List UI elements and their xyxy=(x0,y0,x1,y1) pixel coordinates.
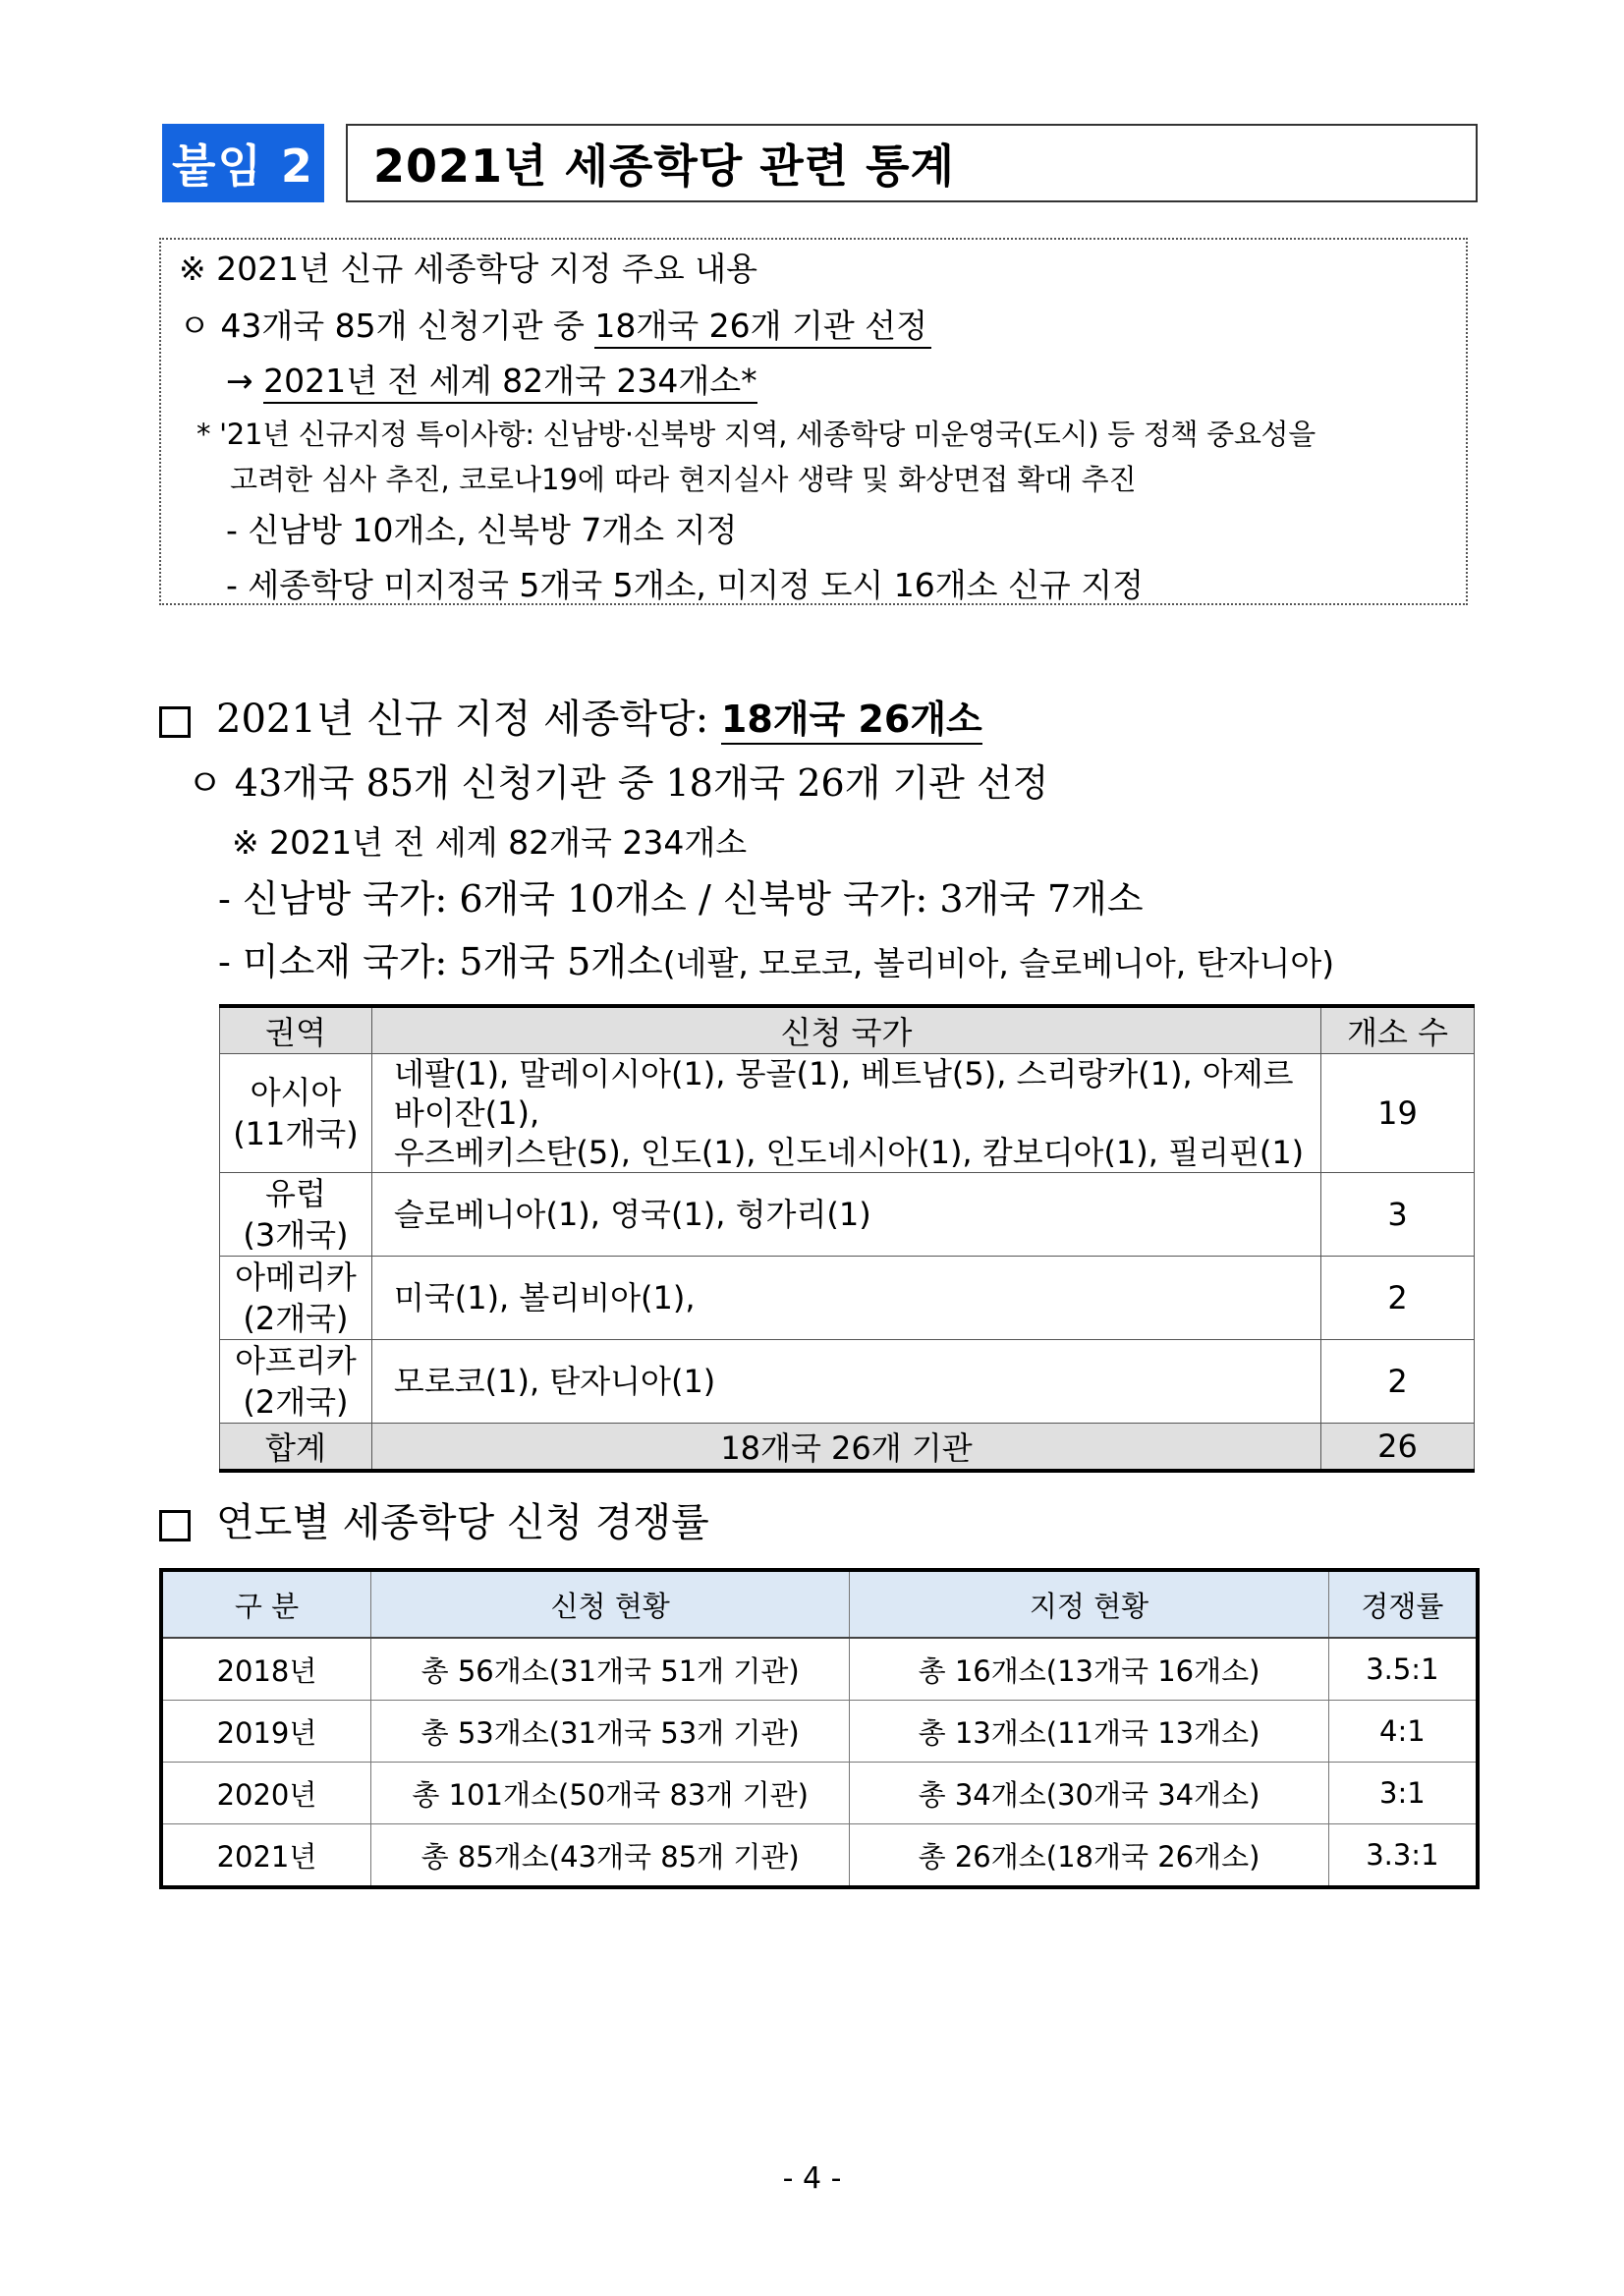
table-header-cell: 신청 국가 xyxy=(371,1006,1320,1054)
page-number: - 4 - xyxy=(782,2161,842,2196)
countries-cell: 모로코(1), 탄자니아(1) xyxy=(371,1340,1320,1424)
year-cell: 2021년 xyxy=(161,1824,370,1888)
table-header-cell: 경쟁률 xyxy=(1328,1570,1478,1638)
region-name: 유럽 xyxy=(265,1175,326,1212)
summary-note-2: 고려한 심사 추진, 코로나19에 따라 현지실사 생략 및 화상면접 확대 추진 xyxy=(230,463,1137,496)
year-cell: 2019년 xyxy=(161,1701,370,1763)
year-cell: 2020년 xyxy=(161,1763,370,1824)
table-row xyxy=(220,1054,1475,1173)
summary-bullet-1 xyxy=(179,301,931,347)
designation-table xyxy=(219,1004,1475,1473)
section1-note: ※ 2021년 전 세계 82개국 234개소 xyxy=(232,823,748,862)
designate-cell: 총 34개소(30개국 34개소) xyxy=(850,1763,1328,1824)
arrow-icon: → xyxy=(226,362,264,400)
summary-bullet-1-prefix: ㅇ 43개국 85개 신청기관 중 xyxy=(179,307,595,345)
summary-dash-2: - 세종학당 미지정국 5개국 5개소, 미지정 도시 16개소 신규 지정 xyxy=(226,566,1144,604)
ratio-cell: 3.5:1 xyxy=(1328,1638,1478,1701)
total-desc: 18개국 26개 기관 xyxy=(371,1424,1320,1472)
table-row xyxy=(220,1340,1475,1424)
table-header-row xyxy=(161,1570,1478,1638)
summary-box xyxy=(159,238,1468,605)
competition-rate-table xyxy=(159,1568,1480,1889)
countries-cell: 미국(1), 볼리비아(1), xyxy=(371,1257,1320,1340)
section1-dash-1: - 신남방 국가: 6개국 10개소 / 신북방 국가: 3개국 7개소 xyxy=(218,877,1144,921)
table-total-row xyxy=(220,1424,1475,1472)
section1-heading-text: 2021년 신규 지정 세종학당: xyxy=(216,697,721,742)
page-title: 2021년 세종학당 관련 통계 xyxy=(346,124,1478,202)
apply-cell: 총 53개소(31개국 53개 기관) xyxy=(370,1701,849,1763)
summary-result-underline: 2021년 전 세계 82개국 234개소* xyxy=(263,362,756,404)
table-row xyxy=(220,1173,1475,1257)
count-cell: 3 xyxy=(1321,1173,1475,1257)
total-label: 합계 xyxy=(220,1424,372,1472)
countries-line: 우즈베키스탄(5), 인도(1), 인도네시아(1), 캄보디아(1), 필리핀(1) xyxy=(393,1134,1305,1171)
ratio-cell: 3.3:1 xyxy=(1328,1824,1478,1888)
table-row xyxy=(161,1824,1478,1888)
table-row xyxy=(220,1257,1475,1340)
count-cell: 2 xyxy=(1321,1340,1475,1424)
designate-cell: 총 13개소(11개국 13개소) xyxy=(850,1701,1328,1763)
table-header-cell: 지정 현황 xyxy=(850,1570,1328,1638)
table-row xyxy=(161,1763,1478,1824)
count-cell: 2 xyxy=(1321,1257,1475,1340)
designate-cell: 총 16개소(13개국 16개소) xyxy=(850,1638,1328,1701)
section1-bullet: ㅇ 43개국 85개 신청기관 중 18개국 26개 기관 선정 xyxy=(187,761,1049,805)
summary-note-1: * '21년 신규지정 특이사항: 신남방·신북방 지역, 세종학당 미운영국(도시) 등 정책 중요성을 xyxy=(196,418,1316,451)
apply-cell: 총 85개소(43개국 85개 기관) xyxy=(370,1824,849,1888)
table-row xyxy=(161,1701,1478,1763)
table-header-cell: 권역 xyxy=(220,1006,372,1054)
table-header-cell: 구 분 xyxy=(161,1570,370,1638)
section1-heading xyxy=(159,688,982,744)
table-header-cell: 개소 수 xyxy=(1321,1006,1475,1054)
summary-dash-1: - 신남방 10개소, 신북방 7개소 지정 xyxy=(226,511,738,549)
region-cell xyxy=(220,1340,372,1424)
count-cell: 19 xyxy=(1321,1054,1475,1173)
section1-dash-2-suffix: (네팔, 모로코, 볼리비아, 슬로베니아, 탄자니아) xyxy=(662,944,1335,982)
table-row xyxy=(161,1638,1478,1701)
designate-cell: 총 26개소(18개국 26개소) xyxy=(850,1824,1328,1888)
region-name: 아시아 xyxy=(250,1074,342,1111)
ratio-cell: 3:1 xyxy=(1328,1763,1478,1824)
region-count: (2개국) xyxy=(243,1300,349,1337)
table-header-row xyxy=(220,1006,1475,1054)
section2-heading-text: 연도별 세종학당 신청 경쟁률 xyxy=(216,1500,709,1545)
table-header-cell: 신청 현황 xyxy=(370,1570,849,1638)
year-cell: 2018년 xyxy=(161,1638,370,1701)
region-name: 아메리카 xyxy=(235,1259,357,1296)
checkbox-square-icon xyxy=(159,706,191,738)
apply-cell: 총 56개소(31개국 51개 기관) xyxy=(370,1638,849,1701)
summary-bullet-1-underline: 18개국 26개 기관 선정 xyxy=(594,307,931,349)
section1-heading-underline: 18개국 26개소 xyxy=(721,698,982,745)
total-count: 26 xyxy=(1321,1424,1475,1472)
ratio-cell: 4:1 xyxy=(1328,1701,1478,1763)
region-name: 아프리카 xyxy=(235,1342,357,1379)
region-count: (2개국) xyxy=(243,1383,349,1421)
region-count: (11개국) xyxy=(233,1115,359,1152)
summary-heading: ※ 2021년 신규 세종학당 지정 주요 내용 xyxy=(179,250,757,288)
apply-cell: 총 101개소(50개국 83개 기관) xyxy=(370,1763,849,1824)
region-cell xyxy=(220,1054,372,1173)
section2-heading xyxy=(159,1491,709,1547)
region-count: (3개국) xyxy=(243,1216,349,1254)
countries-cell: 슬로베니아(1), 영국(1), 헝가리(1) xyxy=(371,1173,1320,1257)
section1-dash-2 xyxy=(218,931,1334,985)
attachment-tag: 붙임 2 xyxy=(162,124,324,202)
checkbox-square-icon xyxy=(159,1510,191,1541)
region-cell xyxy=(220,1257,372,1340)
region-cell xyxy=(220,1173,372,1257)
summary-result xyxy=(226,356,757,402)
countries-line: 네팔(1), 말레이시아(1), 몽골(1), 베트남(5), 스리랑카(1), 아제르바이잔(1), xyxy=(393,1055,1294,1132)
countries-cell xyxy=(371,1054,1320,1173)
section1-dash-2-prefix: - 미소재 국가: 5개국 5개소 xyxy=(218,940,663,983)
